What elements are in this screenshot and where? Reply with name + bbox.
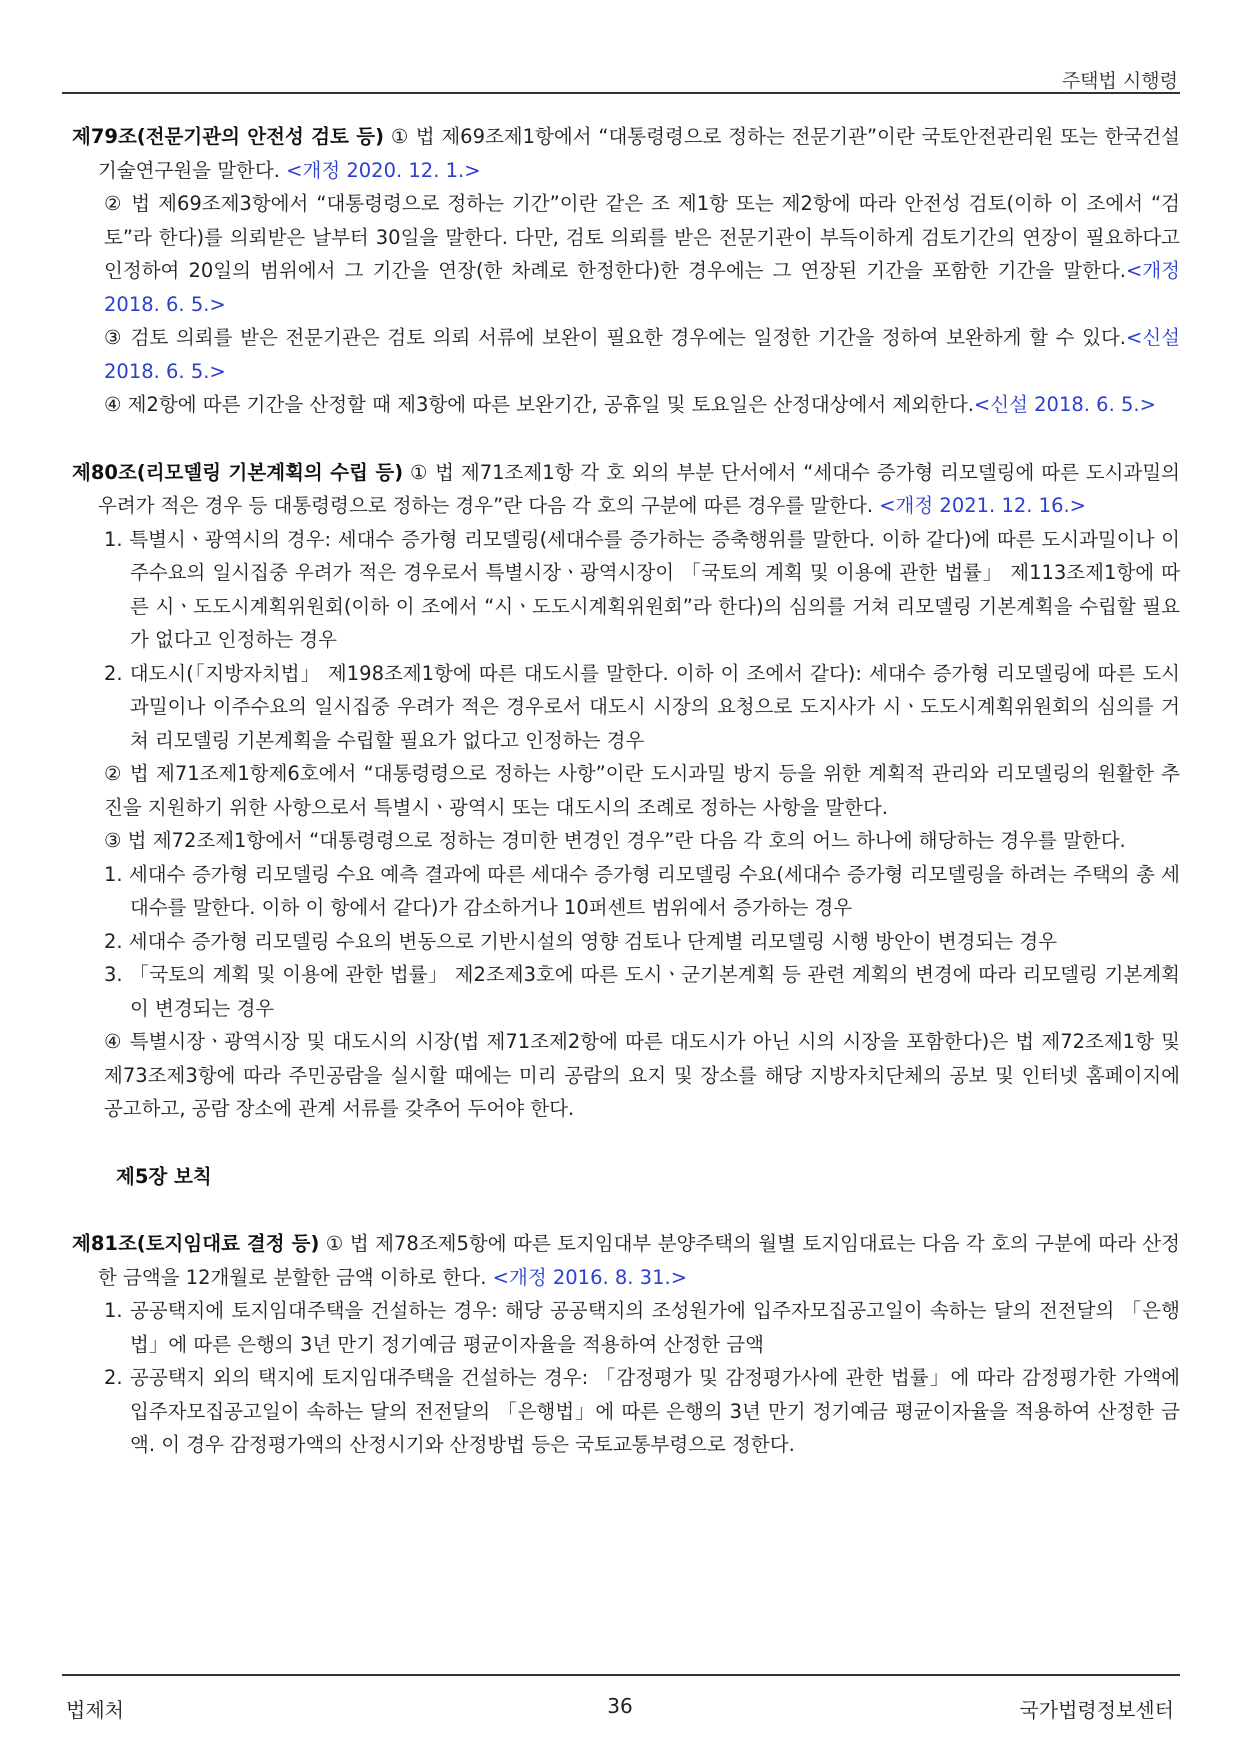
article-80-p4: ④ 특별시장ㆍ광역시장 및 대도시의 시장(법 제71조제2항에 따른 대도시가 아닌 시의 시장을 포함한다)은 법 제72조제1항 및 제73조제3항에 따라 주민공람을 실시할 때에는 미리 공람의 요지 및 장소를 해당 지방자치단체의 공보 및 인터넷 홈페이지에 공고하고, 공람 장소에 관계 서류를 갖추어 두어야 한다.: [104, 1030, 1180, 1120]
article-81-p1: 제81조(토지임대료 결정 등) ① 법 제78조제5항에 따른 토지임대부 분양주택의 월별 토지임대료는 다음 각 호의 구분에 따라 산정한 금액을 12개월로 분할한 금액 이하로 한다. <개정 2016. 8. 31.>: [72, 1232, 1180, 1289]
article-80-p1: 제80조(리모델링 기본계획의 수립 등) ① 법 제71조제1항 각 호 외의 부분 단서에서 “세대수 증가형 리모델링에 따른 도시과밀의 우려가 적은 경우 등 대통령령으로 정하는 경우”란 다음 각 호의 구분에 따른 경우를 말한다. <개정 2021. 12. 16.>: [72, 460, 1180, 517]
spacer: [72, 1126, 1180, 1160]
running-header: 주택법 시행령: [1061, 70, 1178, 92]
amend-note: <개정 2018. 6. 5.>: [104, 259, 1180, 316]
article-80-item: 1. 세대수 증가형 리모델링 수요 예측 결과에 따른 세대수 증가형 리모델링 수요(세대수 증가형 리모델링을 하려는 주택의 총 세대수를 말한다. 이하 이 항에서 같다)가 감소하거나 10퍼센트 범위에서 증가하는 경우: [104, 862, 1180, 919]
article-81-item: 1. 공공택지에 토지임대주택을 건설하는 경우: 해당 공공택지의 조성원가에 입주자모집공고일이 속하는 달의 전전달의 「은행법」에 따른 은행의 3년 만기 정기예금 평균이자율을 적용하여 산정한 금액: [104, 1299, 1180, 1356]
article-80-title: 제80조(리모델링 기본계획의 수립 등): [72, 460, 404, 484]
article-79-p2: ② 법 제69조제3항에서 “대통령령으로 정하는 기간”이란 같은 조 제1항 또는 제2항에 따라 안전성 검토(이하 이 조에서 “검토”라 한다)를 의뢰받은 날부터 30일을 말한다. 다만, 검토 의뢰를 받은 전문기관이 부득이하게 검토기간의 연장이 필요하다고 인정하여 20일의 범위에서 그 기간을 연장(한 차례로 한정한다)한 경우에는 그 연장된 기간을 포함한 기간을 말한다.<개정 2018. 6. 5.>: [104, 192, 1180, 316]
article-80-item: 2. 세대수 증가형 리모델링 수요의 변동으로 기반시설의 영향 검토나 단계별 리모델링 시행 방안이 변경되는 경우: [104, 929, 1058, 953]
article-80-item: 2. 대도시(「지방자치법」 제198조제1항에 따른 대도시를 말한다. 이하 이 조에서 같다): 세대수 증가형 리모델링에 따른 도시과밀이나 이주수요의 일시집중 우려가 적은 경우로서 대도시 시장의 요청으로 도지사가 시ㆍ도도시계획위원회의 심의를 거쳐 리모델링 기본계획을 수립할 필요가 없다고 인정하는 경우: [104, 661, 1180, 752]
article-79-p3: ③ 검토 의뢰를 받은 전문기관은 검토 의뢰 서류에 보완이 필요한 경우에는 일정한 기간을 정하여 보완하게 할 수 있다.<신설 2018. 6. 5.>: [104, 326, 1180, 383]
amend-note: <신설 2018. 6. 5.>: [104, 326, 1180, 383]
amend-note: <신설 2018. 6. 5.>: [973, 393, 1156, 416]
header-rule: [62, 92, 1180, 94]
amend-note: <개정 2016. 8. 31.>: [492, 1265, 688, 1289]
article-80-item: 3. 「국토의 계획 및 이용에 관한 법률」 제2조제3호에 따른 도시ㆍ군기본계획 등 관련 계획의 변경에 따라 리모델링 기본계획이 변경되는 경우: [104, 963, 1180, 1020]
article-79-p1-text: ① 법 제69조제1항에서 “대통령령으로 정하는 전문기관”이란 국토안전관리원 또는 한국건설기술연구원을 말한다.: [98, 125, 1180, 182]
chapter-heading: 제5장 보칙: [116, 1164, 212, 1188]
amend-note: <개정 2021. 12. 16.>: [879, 494, 1087, 517]
article-80-p3: ③ 법 제72조제1항에서 “대통령령으로 정하는 경미한 변경인 경우”란 다음 각 호의 어느 하나에 해당하는 경우를 말한다.: [104, 829, 1126, 852]
article-81-item: 2. 공공택지 외의 택지에 토지임대주택을 건설하는 경우: 「감정평가 및 감정평가사에 관한 법률」에 따라 감정평가한 가액에 입주자모집공고일이 속하는 달의 전전달의 「은행법」에 따른 은행의 3년 만기 정기예금 평균이자율을 적용하여 산정한 금액. 이 경우 감정평가액의 산정시기와 산정방법 등은 국토교통부령으로 정한다.: [104, 1366, 1180, 1456]
document-body: [72, 120, 1180, 1462]
footer-publisher: 법제처: [66, 1698, 124, 1722]
spacer: [72, 1193, 1180, 1227]
article-79-p4: ④ 제2항에 따른 기간을 산정할 때 제3항에 따른 보완기간, 공휴일 및 토요일은 산정대상에서 제외한다.<신설 2018. 6. 5.>: [104, 393, 1156, 416]
amend-note: <개정 2020. 12. 1.>: [286, 158, 481, 182]
footer-rule: [62, 1674, 1180, 1676]
page-number: 36: [607, 1694, 633, 1718]
article-81-title: 제81조(토지임대료 결정 등): [72, 1232, 320, 1255]
article-80-p2: ② 법 제71조제1항제6호에서 “대통령령으로 정하는 사항”이란 도시과밀 방지 등을 위한 계획적 관리와 리모델링의 원활한 추진을 지원하기 위한 사항으로서 특별시ㆍ광역시 또는 대도시의 조례로 정하는 사항을 말한다.: [104, 762, 1180, 819]
article-80-item: 1. 특별시ㆍ광역시의 경우: 세대수 증가형 리모델링(세대수를 증가하는 증축행위를 말한다. 이하 같다)에 따른 도시과밀이나 이주수요의 일시집중 우려가 적은 경우로서 특별시장ㆍ광역시장이 「국토의 계획 및 이용에 관한 법률」 제113조제1항에 따른 시ㆍ도도시계획위원회(이하 이 조에서 “시ㆍ도도시계획위원회”라 한다)의 심의를 거쳐 리모델링 기본계획을 수립할 필요가 없다고 인정하는 경우: [104, 527, 1180, 651]
article-79-p1: [72, 120, 1180, 187]
article-79-title: 제79조(전문기관의 안전성 검토 등): [72, 125, 385, 148]
spacer: [72, 422, 1180, 456]
footer-source: 국가법령정보센터: [1019, 1698, 1174, 1722]
